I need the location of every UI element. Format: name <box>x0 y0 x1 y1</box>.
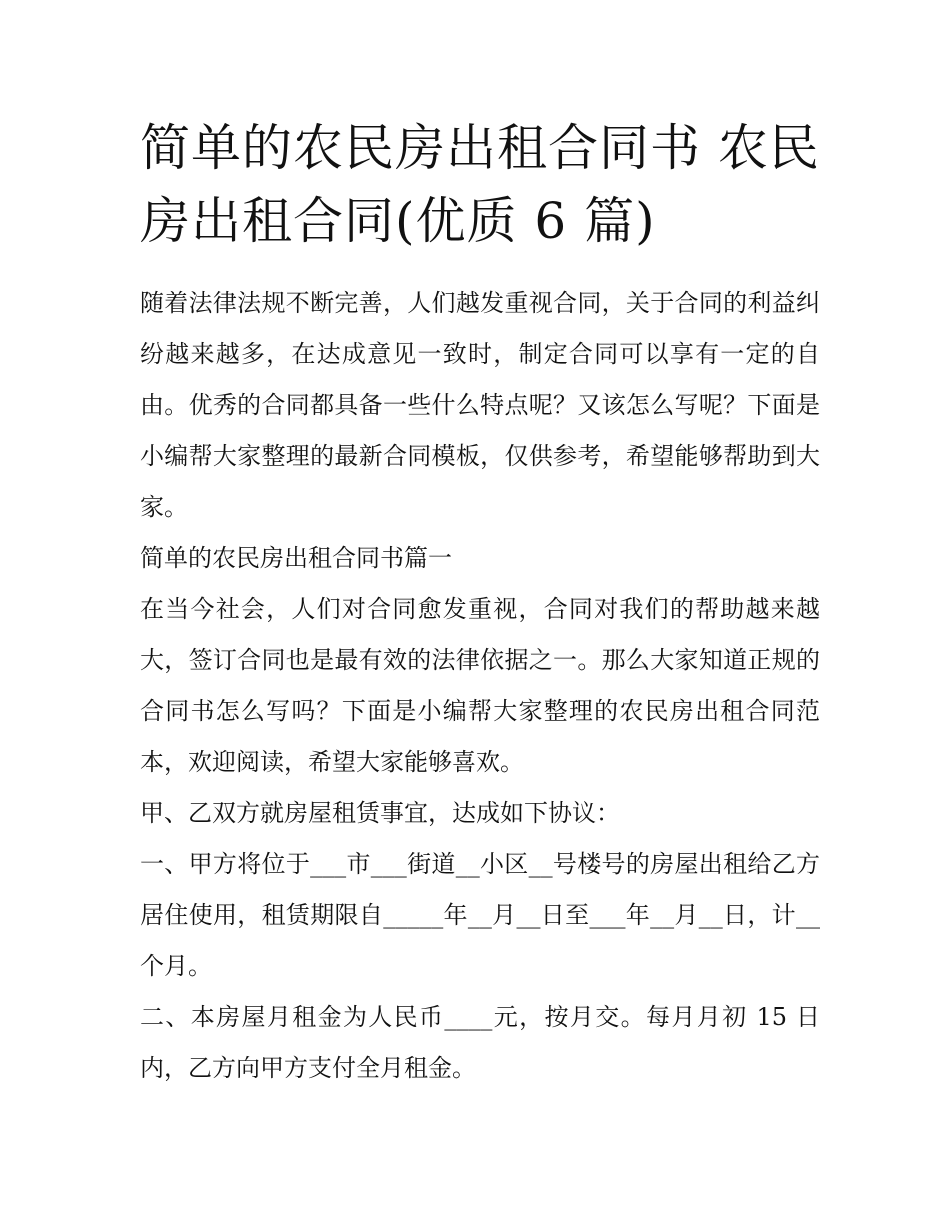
clause-one-paragraph: 一、甲方将位于___市___街道__小区__号楼号的房屋出租给乙方居住使用，租赁期限自_____年__月__日至___年__月__日，计__个月。 <box>140 850 820 980</box>
clause-two-paragraph: 二、本房屋月租金为人民币____元，按月交。每月月初 15 日内，乙方向甲方支付全月租金。 <box>140 1003 820 1082</box>
agreement-lead-paragraph: 甲、乙双方就房屋租赁事宜，达成如下协议： <box>140 799 620 827</box>
document-title: 简单的农民房出租合同书 农民房出租合同(优质 6 篇) <box>140 119 820 250</box>
intro-paragraph: 随着法律法规不断完善，人们越发重视合同，关于合同的利益纠纷越来越多，在达成意见一致时，制定合同可以享有一定的自由。优秀的合同都具备一些什么特点呢？又该怎么写呢？下面是小编帮大家整理的最新合同模板，仅供参考，希望能够帮助到大家。 <box>140 289 820 521</box>
document-body <box>140 278 820 1094</box>
section-intro-paragraph: 在当今社会，人们对合同愈发重视，合同对我们的帮助越来越大，签订合同也是最有效的法律依据之一。那么大家知道正规的合同书怎么写吗？下面是小编帮大家整理的农民房出租合同范本，欢迎阅读，希望大家能够喜欢。 <box>140 595 820 776</box>
section-heading: 简单的农民房出租合同书篇一 <box>140 544 452 572</box>
